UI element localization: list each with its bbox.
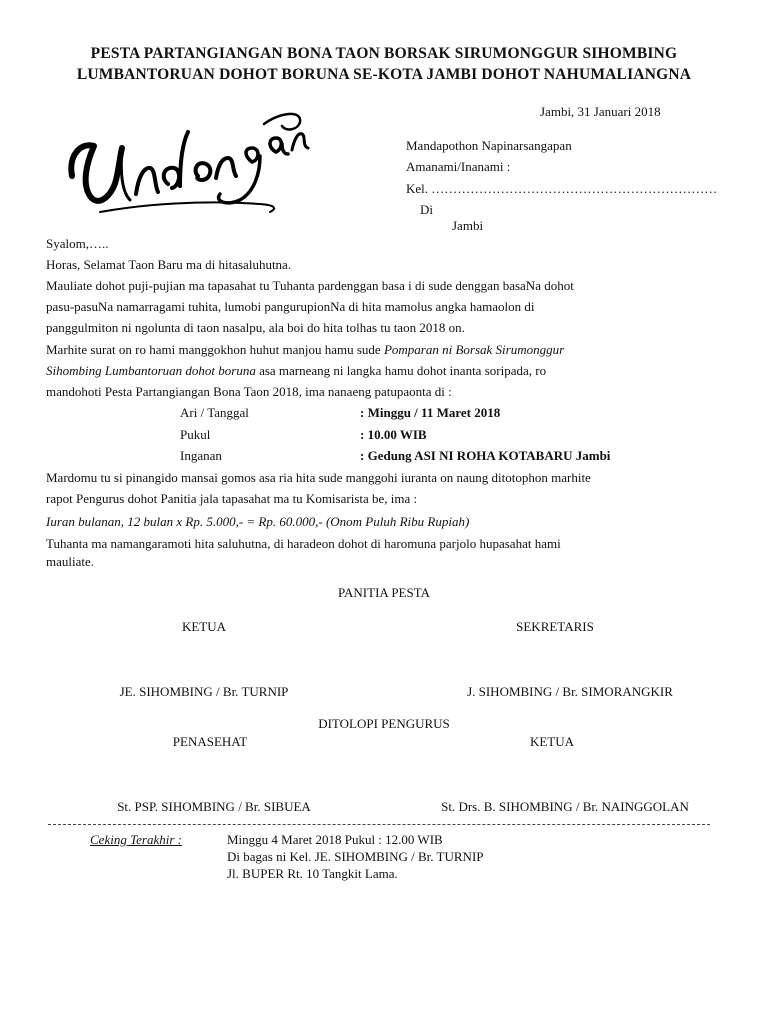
date-place: Jambi, 31 Januari 2018 bbox=[540, 104, 661, 119]
undangan-calligraphy bbox=[64, 104, 314, 222]
ceking-line-2: Di bagas ni Kel. JE. SIHOMBING / Br. TURNIP bbox=[227, 849, 484, 864]
paragraph-2-italic: Pomparan ni Borsak Sirumonggur bbox=[383, 342, 565, 357]
paragraph-3-line-2: rapot Pengurus dohot Panitia jala tapasahat ma tu Komisarista be, ima : bbox=[46, 491, 418, 506]
title-line-2: LUMBANTORUAN DOHOT BORUNA SE-KOTA JAMBI DOHOT NAHUMALIANGNA bbox=[76, 66, 692, 83]
detail-label-place: Inganan bbox=[180, 448, 222, 463]
greeting-syalom: Syalom,….. bbox=[46, 236, 109, 251]
recipient-line-4: Di bbox=[420, 202, 433, 217]
detail-label-time: Pukul bbox=[180, 427, 211, 442]
sekretaris-label: SEKRETARIS bbox=[516, 619, 594, 634]
iuran-line: Iuran bulanan, 12 bulan x Rp. 5.000,- = Rp. 60.000,- (Onom Puluh Ribu Rupiah) bbox=[46, 514, 470, 529]
panitia-heading: PANITIA PESTA bbox=[337, 585, 431, 600]
paragraph-2-line-2 bbox=[46, 363, 546, 379]
paragraph-2-line-3: mandohoti Pesta Partangiangan Bona Taon 2018, ima nanaeng patupaonta di : bbox=[46, 384, 452, 399]
ceking-line-1: Minggu 4 Maret 2018 Pukul : 12.00 WIB bbox=[227, 832, 443, 847]
detail-value-date: : Minggu / 11 Maret 2018 bbox=[360, 405, 501, 420]
paragraph-2-line-1 bbox=[46, 342, 564, 358]
closing-line-2: mauliate. bbox=[46, 554, 95, 569]
title-line-1: PESTA PARTANGIANGAN BONA TAON BORSAK SIRUMONGGUR SIHOMBING bbox=[90, 45, 678, 62]
recipient-line-3: Kel. ………………………………………………………… bbox=[406, 181, 718, 196]
recipient-line-2: Amanami/Inanami : bbox=[406, 159, 511, 174]
ketua-name: JE. SIHOMBING / Br. TURNIP bbox=[119, 684, 289, 699]
ditolopi-heading: DITOLOPI PENGURUS bbox=[318, 716, 450, 731]
ketua-2-label: KETUA bbox=[529, 734, 575, 749]
ceking-label: Ceking Terakhir : bbox=[90, 832, 182, 847]
detail-value-time: : 10.00 WIB bbox=[360, 427, 427, 442]
paragraph-3-line-1: Mardomu tu si pinangido mansai gomos asa ria hita sude manggohi iuranta on naung ditotophon marhite bbox=[46, 470, 591, 485]
dashed-divider bbox=[48, 824, 710, 825]
detail-value-place: : Gedung ASI NI ROHA KOTABARU Jambi bbox=[360, 448, 611, 463]
recipient-line-5: Jambi bbox=[452, 218, 484, 233]
recipient-line-1: Mandapothon Napinarsangapan bbox=[406, 138, 572, 153]
paragraph-1-line-1: Mauliate dohot puji-pujian ma tapasahat tu Tuhanta pardenggan basa i di sude denggan basaNa dohot bbox=[46, 278, 574, 293]
paragraph-2-text-2: asa marneang ni langka hamu dohot inanta soripada, ro bbox=[255, 363, 547, 378]
ketua-label: KETUA bbox=[181, 619, 227, 634]
paragraph-2-italic-2: Sihombing Lumbantoruan dohot boruna bbox=[46, 363, 256, 378]
closing-line-1: Tuhanta ma namangaramoti hita saluhutna, di haradeon dohot di haromuna parjolo hupasahat hami bbox=[46, 536, 561, 551]
sekretaris-name: J. SIHOMBING / Br. SIMORANGKIR bbox=[467, 684, 673, 699]
greeting-horas: Horas, Selamat Taon Baru ma di hitasaluhutna. bbox=[46, 257, 292, 272]
ketua-2-name: St. Drs. B. SIHOMBING / Br. NAINGGOLAN bbox=[441, 799, 689, 814]
paragraph-1-line-2: pasu-pasuNa namarragami tuhita, lumobi pangurupionNa di hita mamolus angka hamaolon di bbox=[46, 299, 535, 314]
paragraph-1-line-3: panggulmiton ni ngolunta di taon nasalpu, ala boi do hita tolhas tu taon 2018 on. bbox=[46, 320, 465, 335]
paragraph-2-text: Marhite surat on ro hami manggokhon huhut manjou hamu sude bbox=[46, 342, 384, 357]
detail-label-date: Ari / Tanggal bbox=[180, 405, 249, 420]
ceking-line-3: Jl. BUPER Rt. 10 Tangkit Lama. bbox=[227, 866, 398, 881]
penasehat-label: PENASEHAT bbox=[172, 734, 248, 749]
penasehat-name: St. PSP. SIHOMBING / Br. SIBUEA bbox=[117, 799, 311, 814]
undangan-logo bbox=[64, 104, 314, 222]
